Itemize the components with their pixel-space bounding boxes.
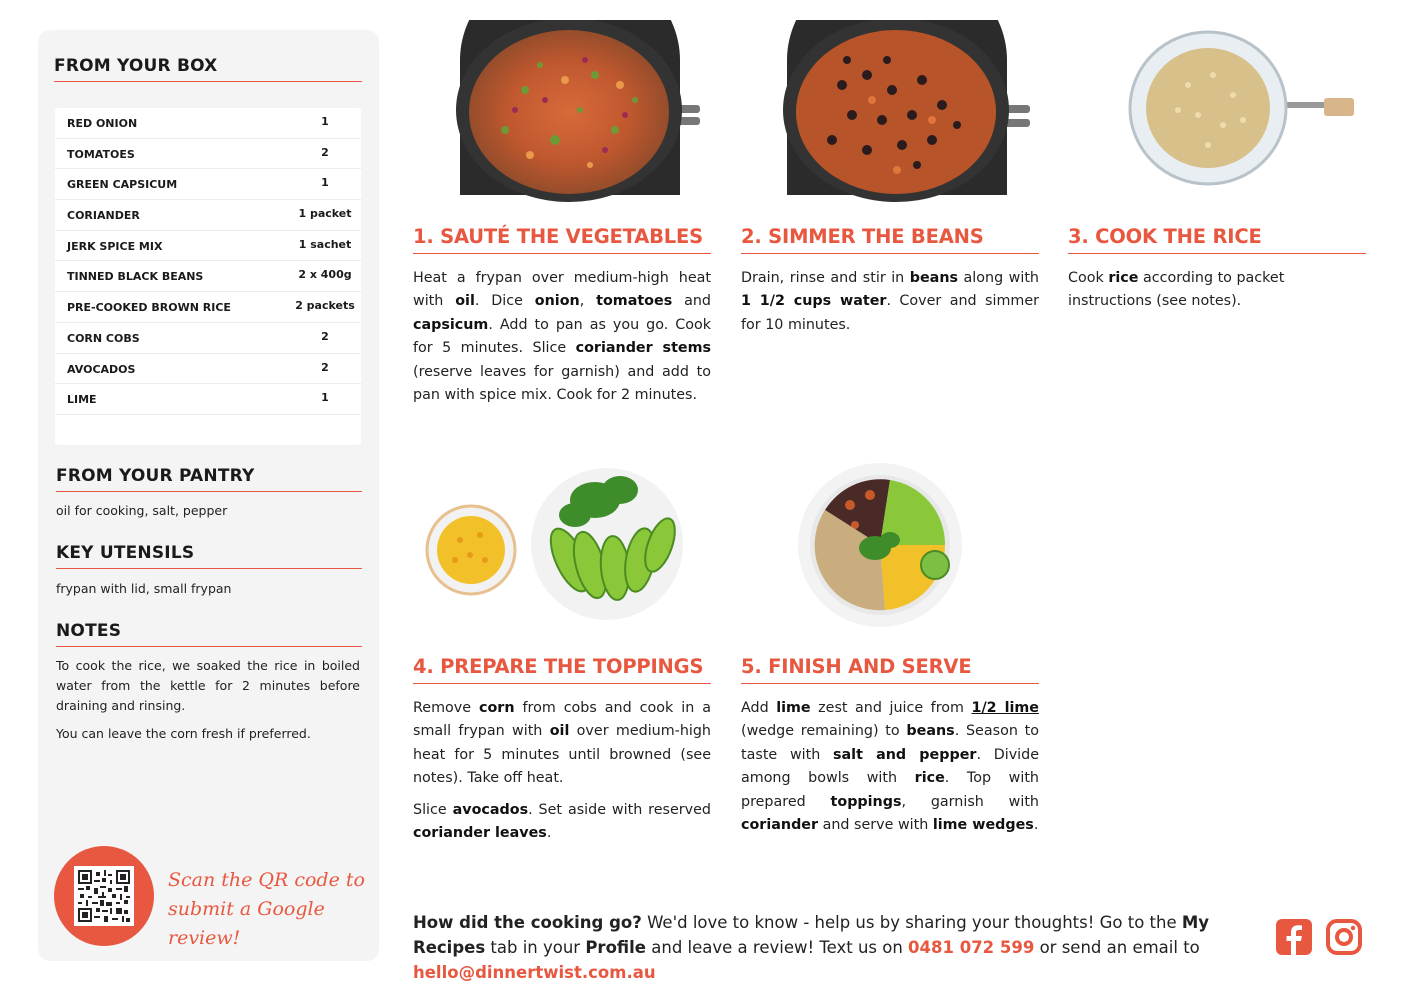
notes-heading: NOTES [56, 621, 362, 647]
ingredient-name: CORIANDER [67, 209, 140, 223]
ingredient-qty: 1 packet [298, 207, 352, 221]
ingredient-row [55, 108, 361, 139]
sidebar-panel [38, 30, 379, 961]
key-utensils-heading: KEY UTENSILS [56, 543, 362, 569]
qr-badge [54, 846, 154, 946]
ingredient-qty: 2 packets [295, 299, 355, 313]
step-1-title: 1. SAUTÉ THE VEGETABLES [413, 225, 711, 254]
ingredient-name: JERK SPICE MIX [67, 239, 163, 253]
ingredient-qty: 1 [321, 391, 329, 405]
ingredient-row [55, 200, 361, 231]
step-4-text: Remove corn from cobs and cook in a small frypan with oil over medium-high heat for 5 minutes until browned (see notes). Take off heat. [413, 700, 711, 787]
step-3-text: Cook rice according to packet instructions (see notes). [1068, 270, 1285, 310]
ingredient-qty: 2 [321, 360, 329, 374]
ingredient-name: GREEN CAPSICUM [67, 178, 178, 192]
simmer-beans-photo [772, 20, 1037, 205]
ingredient-row [55, 231, 361, 262]
ingredient-qty: 2 [321, 145, 329, 159]
ingredient-qty: 2 x 400g [298, 268, 352, 282]
prepare-toppings-photo [425, 460, 690, 625]
ingredients-table [55, 108, 361, 445]
cook-rice-photo [1128, 30, 1358, 190]
step-5-text: Add lime zest and juice from 1/2 lime (wedge remaining) to beans. Season to taste with salt and pepper. Divide among bowls with rice. Top with prepared toppings, garnish with coriander and serve with lime wedges. [741, 700, 1039, 834]
qr-caption-line-1: Scan the QR code to [168, 869, 365, 891]
ingredient-row [55, 384, 361, 415]
notes-text-1: To cook the rice, we soaked the rice in boiled water from the kettle for 2 minutes before draining and rinsing. [56, 658, 360, 713]
ingredient-qty: 1 [321, 115, 329, 128]
saute-vegetables-photo [445, 20, 710, 205]
step-4-text-2: Slice avocados. Set aside with reserved coriander leaves. [413, 802, 711, 842]
from-your-box-heading: FROM YOUR BOX [54, 56, 362, 82]
ingredient-row [55, 292, 361, 323]
finish-serve-photo [795, 460, 970, 630]
step-3-title: 3. COOK THE RICE [1068, 225, 1366, 254]
step-2-title: 2. SIMMER THE BEANS [741, 225, 1039, 254]
ingredient-name: LIME [67, 393, 97, 407]
ingredient-row [55, 261, 361, 292]
pantry-text: oil for cooking, salt, pepper [56, 503, 228, 518]
ingredient-name: RED ONION [67, 117, 138, 130]
qr-caption [168, 866, 368, 953]
ingredient-row [55, 139, 361, 170]
phone-link[interactable]: 0481 072 599 [908, 938, 1035, 957]
email-link[interactable]: hello@dinnertwist.com.au [413, 963, 656, 982]
ingredient-name: TOMATOES [67, 147, 135, 161]
ingredient-row [55, 169, 361, 200]
ingredient-row [55, 354, 361, 385]
ingredient-row [55, 323, 361, 354]
ingredient-qty: 2 [321, 329, 329, 343]
qr-caption-line-2: submit a Google review! [168, 898, 325, 949]
ingredient-name: PRE-COOKED BROWN RICE [67, 301, 231, 315]
ingredient-name: CORN COBS [67, 331, 140, 345]
from-your-pantry-heading: FROM YOUR PANTRY [56, 466, 362, 492]
instagram-icon[interactable] [1325, 918, 1363, 956]
step-1-text: Heat a frypan over medium-high heat with oil. Dice onion, tomatoes and capsicum. Add to pan as you go. Cook for 5 minutes. Slice coriander stems (reserve leaves for garnish) and add to pan with spice mix. Cook for 2 minutes. [413, 270, 712, 404]
step-4-title: 4. PREPARE THE TOPPINGS [413, 655, 711, 684]
facebook-icon[interactable] [1275, 918, 1313, 956]
qr-code-icon[interactable] [74, 866, 134, 926]
ingredient-name: AVOCADOS [67, 362, 136, 376]
utensils-text: frypan with lid, small frypan [56, 581, 232, 596]
ingredient-qty: 1 [321, 176, 329, 190]
step-5-title: 5. FINISH AND SERVE [741, 655, 1039, 684]
step-2-text: Drain, rinse and stir in beans along with 1 1/2 cups water. Cover and simmer for 10 minutes. [741, 270, 1039, 333]
ingredient-name: TINNED BLACK BEANS [67, 270, 204, 284]
notes-text-2: You can leave the corn fresh if preferred. [56, 726, 311, 741]
review-footer: How did the cooking go? We'd love to know - help us by sharing your thoughts! Go to the My Recipes tab in your Profile and leave a review! Text us on 0481 072 599 or send an email to hello@dinnertwist.com.au [413, 913, 1210, 982]
ingredient-qty: 1 sachet [298, 237, 352, 251]
